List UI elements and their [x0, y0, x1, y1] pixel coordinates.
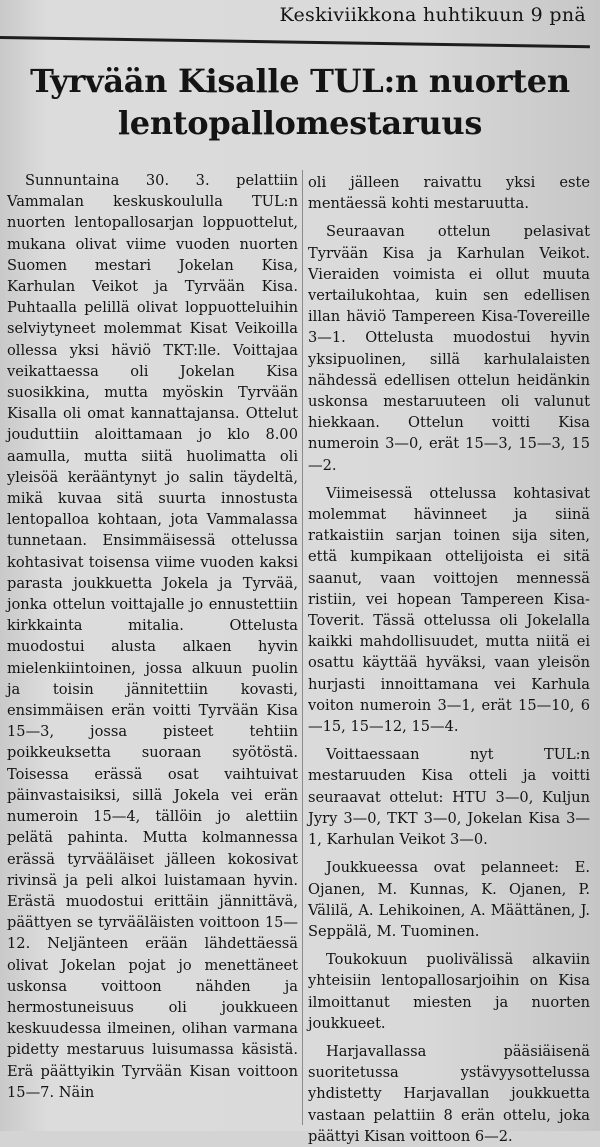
headline-line-2: lentopallomestaruus — [117, 104, 483, 142]
article-left-column — [7, 170, 298, 1103]
article-paragraph: Voittaessaan nyt TUL:n mestaruuden Kisa otteli ja voitti seuraavat ottelut: HTU 3—0, Kuljun Jyry 3—0, TKT 3—0, Jokelan Kisa 3—1, Karhulan Veikot 3—0. — [308, 746, 590, 849]
headline — [20, 60, 580, 144]
article-paragraph: Viimeisessä ottelussa kohtasivat molemmat hävinneet ja siinä ratkaistiin sarjan toinen sija siten, että kumpikaan ottelijoista ei sitä saanut, vaan voittojen mennessä ristiin, vei hopean Tampereen Kisa-Toverit. Tässä ottelussa oli Jokelalla kaikki mahdollisuudet, mutta niitä ei osattu käyttää hyväksi, vaan yleisön hurjasti innoittamana vei Karhula voiton numeroin 3—1, erät 15—10, 6—15, 15—12, 15—4. — [308, 484, 590, 736]
column-divider — [302, 170, 303, 1125]
article-paragraph: Harjavallassa pääsiäisenä suoritetussa ystävyysottelussa yhdistetty Harjavallan joukkuetta vastaan pelattiin 8 erän ottelu, joka päättyi Kisan voittoon 6—2. — [308, 1042, 590, 1145]
article-paragraph: oli jälleen raivattu yksi este mentäessä kohti mestaruutta. — [308, 174, 590, 213]
headline-line-1: Tyrvään Kisalle TUL:n nuorten — [30, 62, 570, 100]
article-paragraph: Sunnuntaina 30. 3. pelattiin Vammalan keskuskoululla TUL:n nuorten lentopallosarjan loppuottelut, mukana olivat viime vuoden nuorten Suomen mestari Jokelan Kisa, Karhulan Veikot ja Tyrvään Kisa. Puhtaalla pelillä olivat loppuotteluihin selviytyneet molemmat Kisat Veikoilla ollessa yksi häviö TKT:lle. Voittajaa veikattaessa oli Jokelan Kisa suosikkina, mutta myöskin Tyrvään Kisalla oli omat kannattajansa. Ottelut jouduttiin aloittamaan jo klo 8.00 aamulla, mutta siitä huolimatta oli yleisöä kerääntynyt jo salin täydeltä, mikä kuvaa sitä suurta innostusta lentopalloa kohtaan, jota Vammalassa tunnetaan. Ensimmäisessä ottelussa kohtasivat toisensa viime vuoden kaksi parasta joukkuetta Jokela ja Tyrvää, jonka ottelun voittajalle jo ennustettiin kirkkainta mitalia. Ottelusta muodostui alusta alkaen hyvin mielenkiintoinen, jossa alkuun puolin ja toisin jännitettiin kovasti, ensimmäisen erän voitti Tyrvään Kisa 15—3, jossa pisteet tehtiin poikkeuksetta suoraan syötöstä. Toisessa erässä osat vaihtuivat päinvastaisiksi, sillä Jokela vei erän numeroin 15—4, tällöin jo alettiin pelätä pahinta. Mutta kolmannessa erässä tyrvääläiset jälleen kokosivat rivinsä ja peli alkoi luistamaan hyvin. Erästä muodostui erittäin jännittävä, päättyen se tyrvääläisten voittoon 15—12. Neljänteen erään lähdettäessä olivat Jokelan pojat jo menettäneet uskonsa voittoon nähden ja hermostuneisuus oli joukkueen keskuudessa ilmeinen, olihan varmana pidetty mestaruus luisumassa käsistä. Erä päättyikin Tyrvään Kisan voittoon 15—7. Näin — [7, 172, 298, 1101]
article-right-column — [308, 172, 590, 1147]
article-paragraph: Seuraavan ottelun pelasivat Tyrvään Kisa ja Karhulan Veikot. Vieraiden voimista ei ollut muuta vertailukohtaa, kuin sen edellisen illan häviö Tampereen Kisa-Tovereille 3—1. Ottelusta muodostui hyvin yksipuolinen, sillä karhulalaisten nähdessä edellisen ottelun heidänkin uskonsa mestaruuteen oli valunut hiekkaan. Ottelun voitti Kisa numeroin 3—0, erät 15—3, 15—3, 15—2. — [308, 223, 590, 474]
article-paragraph: Toukokuun puolivälissä alkaviin yhteisiin lentopallosarjoihin on Kisa ilmoittanut miesten ja nuorten joukkueet. — [308, 951, 590, 1032]
header-rule — [0, 36, 590, 48]
article-paragraph: Joukkueessa ovat pelanneet: E. Ojanen, M. Kunnas, K. Ojanen, P. Välilä, A. Lehikoinen, A. Määttänen, J. Seppälä, M. Tuominen. — [308, 859, 590, 940]
dateline: Keskiviikkona huhtikuun 9 pnä — [279, 4, 586, 26]
